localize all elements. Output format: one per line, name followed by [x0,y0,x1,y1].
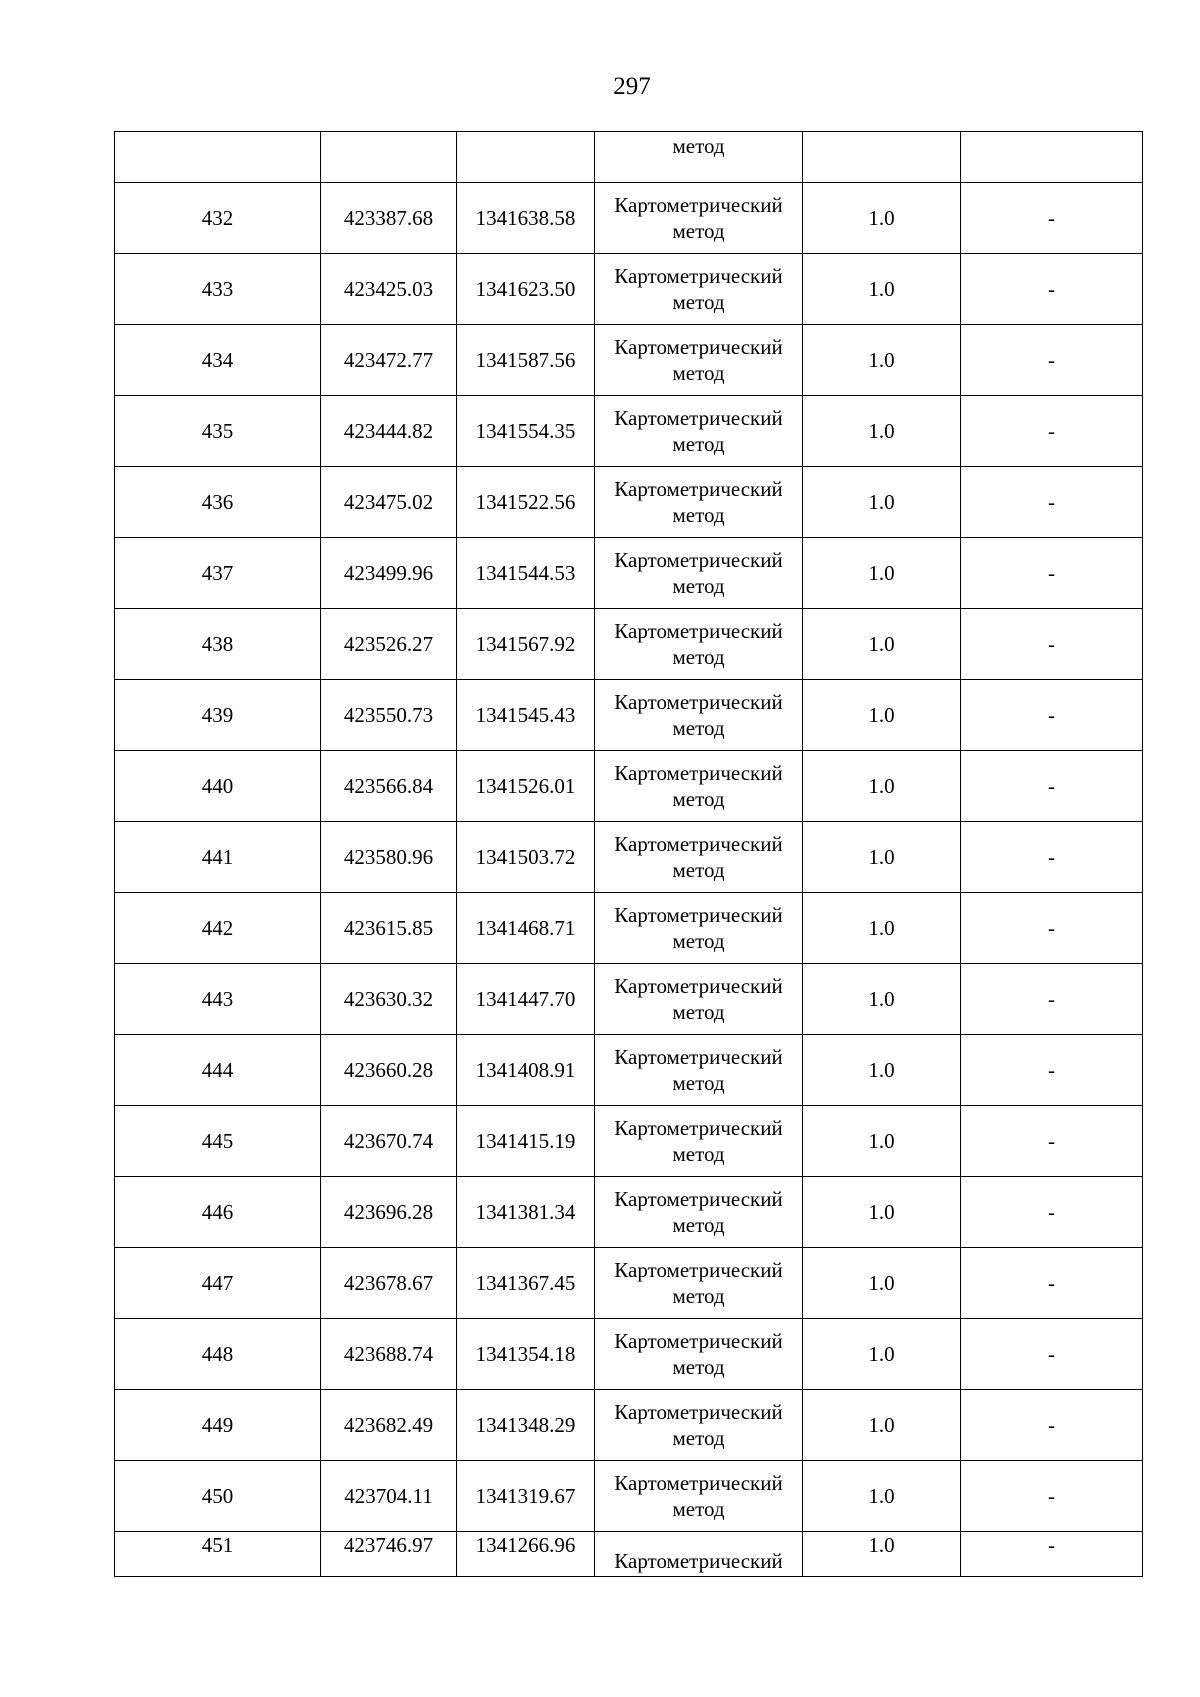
note-cell: - [961,964,1143,1035]
y-cell: 1341367.45 [457,1248,595,1319]
note-cell: - [961,1177,1143,1248]
method-cell [595,1390,803,1461]
point-cell: 433 [115,254,321,325]
table-row [115,183,1143,254]
y-cell: 1341623.50 [457,254,595,325]
method-cell [595,467,803,538]
note-cell: - [961,609,1143,680]
method-line-2: метод [672,503,725,527]
y-cell: 1341554.35 [457,396,595,467]
y-cell: 1341526.01 [457,751,595,822]
x-cell: 423682.49 [321,1390,457,1461]
method-cell [595,893,803,964]
accuracy-cell: 1.0 [803,1461,961,1532]
method-line-2: метод [672,716,725,740]
point-cell: 443 [115,964,321,1035]
table-row [115,1177,1143,1248]
point-cell: 434 [115,325,321,396]
point-cell: 438 [115,609,321,680]
y-cell: 1341522.56 [457,467,595,538]
method-line-2: метод [672,1497,725,1521]
method-line-2: метод [672,1000,725,1024]
y-cell: 1341544.53 [457,538,595,609]
table-row [115,964,1143,1035]
y-cell: 1341468.71 [457,893,595,964]
method-line-2: метод [672,1213,725,1237]
table-row [115,1390,1143,1461]
table-row [115,680,1143,751]
y-cell: 1341415.19 [457,1106,595,1177]
note-cell: - [961,1035,1143,1106]
note-cell: - [961,1248,1143,1319]
x-cell: 423746.97 [321,1532,457,1577]
table-row [115,1319,1143,1390]
y-cell: 1341545.43 [457,680,595,751]
y-cell: 1341567.92 [457,609,595,680]
method-line-1: Картометрический [614,1116,783,1140]
method-line-1: Картометрический [614,619,783,643]
method-line-1: Картометрический [614,903,783,927]
method-cell [595,1035,803,1106]
point-cell: 439 [115,680,321,751]
y-cell: 1341319.67 [457,1461,595,1532]
note-cell: - [961,1461,1143,1532]
table-row [115,467,1143,538]
method-line-1: Картометрический [614,690,783,714]
note-cell [961,132,1143,183]
point-cell: 442 [115,893,321,964]
method-line-2: метод [672,432,725,456]
point-cell: 447 [115,1248,321,1319]
accuracy-cell: 1.0 [803,751,961,822]
method-line-1: Картометрический [614,974,783,998]
note-cell: - [961,893,1143,964]
accuracy-cell: 1.0 [803,325,961,396]
method-line-2: метод [672,219,725,243]
method-cell [595,1177,803,1248]
method-cell: метод [595,132,803,183]
note-cell: - [961,1106,1143,1177]
accuracy-cell: 1.0 [803,1319,961,1390]
method-cell [595,396,803,467]
y-cell: 1341447.70 [457,964,595,1035]
method-line-1: Картометрический [614,1549,783,1573]
table-body [115,132,1143,1577]
method-line-1: Картометрический [614,832,783,856]
point-cell: 444 [115,1035,321,1106]
method-cell [595,822,803,893]
note-cell: - [961,538,1143,609]
accuracy-cell: 1.0 [803,1390,961,1461]
method-line-2: метод [672,929,725,953]
note-cell: - [961,680,1143,751]
y-cell: 1341381.34 [457,1177,595,1248]
table-row [115,254,1143,325]
table-row [115,1106,1143,1177]
accuracy-cell: 1.0 [803,467,961,538]
method-cell [595,1461,803,1532]
note-cell: - [961,467,1143,538]
method-cell [595,1248,803,1319]
accuracy-cell: 1.0 [803,183,961,254]
accuracy-cell: 1.0 [803,538,961,609]
point-cell [115,132,321,183]
accuracy-cell: 1.0 [803,1035,961,1106]
method-line-2: метод [672,1355,725,1379]
method-cell [595,1319,803,1390]
y-cell: 1341503.72 [457,822,595,893]
point-cell: 446 [115,1177,321,1248]
method-line-1: Картометрический [614,1258,783,1282]
point-cell: 448 [115,1319,321,1390]
x-cell: 423670.74 [321,1106,457,1177]
note-cell: - [961,822,1143,893]
method-line-2: метод [672,574,725,598]
x-cell: 423580.96 [321,822,457,893]
table-row [115,751,1143,822]
page-number: 297 [613,73,651,100]
method-cell [595,1106,803,1177]
accuracy-cell: 1.0 [803,254,961,325]
note-cell: - [961,396,1143,467]
accuracy-cell: 1.0 [803,893,961,964]
method-line-2: метод [672,1071,725,1095]
point-cell: 445 [115,1106,321,1177]
method-cell [595,1532,803,1577]
method-cell [595,183,803,254]
accuracy-cell: 1.0 [803,1248,961,1319]
x-cell: 423425.03 [321,254,457,325]
point-cell: 441 [115,822,321,893]
method-line-1: Картометрический [614,1471,783,1495]
method-line-1: Картометрический [614,761,783,785]
x-cell: 423630.32 [321,964,457,1035]
coordinates-table [114,131,1143,1577]
method-line-1: Картометрический [614,406,783,430]
x-cell: 423444.82 [321,396,457,467]
accuracy-cell: 1.0 [803,609,961,680]
method-line-1: Картометрический [614,477,783,501]
x-cell: 423696.28 [321,1177,457,1248]
note-cell: - [961,1532,1143,1577]
note-cell: - [961,325,1143,396]
method-cell [595,254,803,325]
note-cell: - [961,1319,1143,1390]
method-line-2: метод [672,858,725,882]
method-line-1: Картометрический [614,1045,783,1069]
accuracy-cell: 1.0 [803,396,961,467]
method-line-1: Картометрический [614,193,783,217]
method-cell [595,751,803,822]
x-cell: 423475.02 [321,467,457,538]
table-row [115,1461,1143,1532]
point-cell: 432 [115,183,321,254]
table-row [115,1248,1143,1319]
accuracy-cell [803,132,961,183]
x-cell [321,132,457,183]
y-cell: 1341348.29 [457,1390,595,1461]
x-cell: 423499.96 [321,538,457,609]
method-line-2: метод [672,290,725,314]
method-line-2: метод [672,787,725,811]
point-cell: 450 [115,1461,321,1532]
method-line-1: Картометрический [614,1400,783,1424]
method-line-2: метод [672,361,725,385]
accuracy-cell: 1.0 [803,964,961,1035]
method-line-2: метод [672,645,725,669]
table-row [115,822,1143,893]
method-cell [595,538,803,609]
x-cell: 423566.84 [321,751,457,822]
note-cell: - [961,183,1143,254]
x-cell: 423660.28 [321,1035,457,1106]
x-cell: 423688.74 [321,1319,457,1390]
table-row [115,609,1143,680]
table-row [115,1035,1143,1106]
method-line-1: Картометрический [614,548,783,572]
y-cell: 1341266.96 [457,1532,595,1577]
method-line-1: Картометрический [614,1187,783,1211]
point-cell: 436 [115,467,321,538]
method-line-1: Картометрический [614,1329,783,1353]
x-cell: 423678.67 [321,1248,457,1319]
method-line-2: метод [672,1284,725,1308]
x-cell: 423704.11 [321,1461,457,1532]
point-cell: 440 [115,751,321,822]
x-cell: 423387.68 [321,183,457,254]
table-row [115,538,1143,609]
point-cell: 451 [115,1532,321,1577]
point-cell: 449 [115,1390,321,1461]
table-row [115,396,1143,467]
method-line-1: Картометрический [614,264,783,288]
y-cell: 1341587.56 [457,325,595,396]
table-row [115,893,1143,964]
x-cell: 423615.85 [321,893,457,964]
accuracy-cell: 1.0 [803,1532,961,1577]
y-cell: 1341354.18 [457,1319,595,1390]
point-cell: 435 [115,396,321,467]
accuracy-cell: 1.0 [803,680,961,751]
method-cell [595,964,803,1035]
continuation-row [115,132,1143,183]
note-cell: - [961,1390,1143,1461]
point-cell: 437 [115,538,321,609]
method-line-1: Картометрический [614,335,783,359]
method-line-2: метод [672,1142,725,1166]
method-cell [595,609,803,680]
y-cell: 1341408.91 [457,1035,595,1106]
accuracy-cell: 1.0 [803,822,961,893]
table-row-last [115,1532,1143,1577]
method-cell [595,325,803,396]
accuracy-cell: 1.0 [803,1177,961,1248]
x-cell: 423526.27 [321,609,457,680]
method-cell [595,680,803,751]
note-cell: - [961,254,1143,325]
x-cell: 423550.73 [321,680,457,751]
accuracy-cell: 1.0 [803,1106,961,1177]
y-cell [457,132,595,183]
y-cell: 1341638.58 [457,183,595,254]
note-cell: - [961,751,1143,822]
x-cell: 423472.77 [321,325,457,396]
table-row [115,325,1143,396]
method-line-2: метод [672,1426,725,1450]
